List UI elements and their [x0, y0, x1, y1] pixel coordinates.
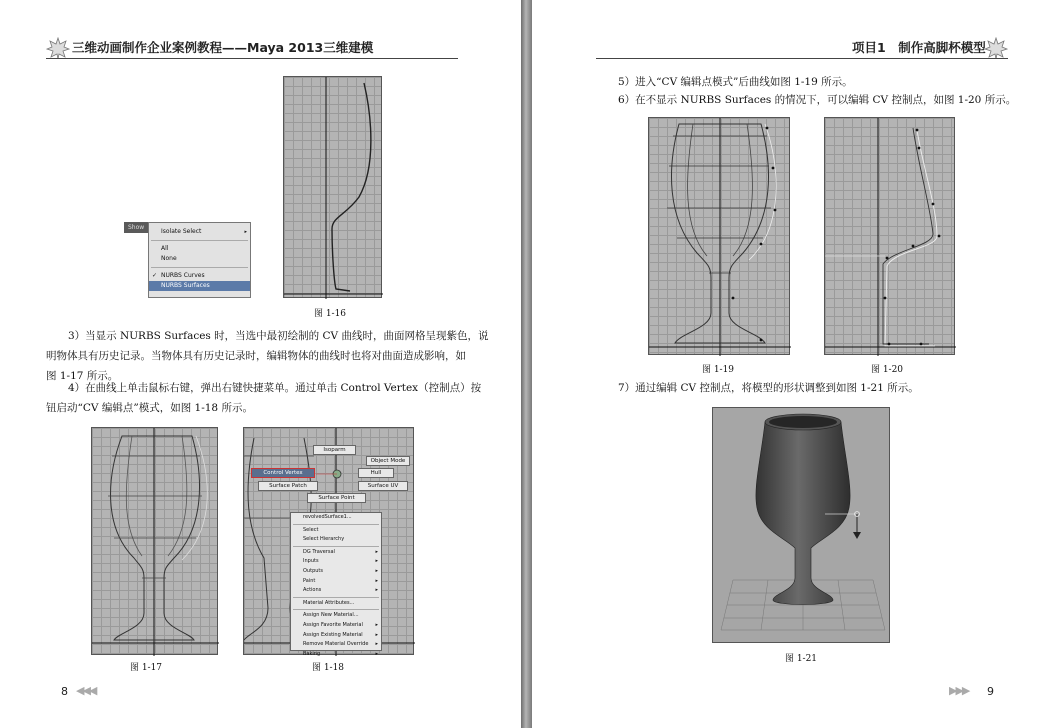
submenu-arrow-icon: ▸ — [375, 577, 378, 584]
submenu-arrow-icon: ▸ — [244, 229, 247, 235]
fig19-viewport[interactable] — [648, 117, 790, 355]
caption-fig16: 图 1-16 — [313, 309, 347, 319]
paragraph-3-line1: 3）当显示 NURBS Surfaces 时，当选中最初绘制的 CV 曲线时，曲面网格呈现紫色，说 — [68, 330, 489, 342]
caption-fig17: 图 1-17 — [129, 663, 163, 673]
context-item-assign-new-material[interactable]: Assign New Material... — [303, 612, 359, 619]
caption-fig21: 图 1-21 — [784, 654, 818, 664]
context-item-dg-traversal[interactable]: DG Traversal ▸ — [291, 548, 381, 558]
header-title: 项目1 制作高脚杯模型 — [852, 40, 986, 55]
left-page — [0, 0, 521, 728]
next-arrows-icon: ▶▶▶ — [949, 684, 969, 697]
show-tab[interactable]: Show — [124, 222, 148, 233]
context-item-material-attributes[interactable]: Material Attributes... — [303, 599, 355, 606]
caption-fig20: 图 1-20 — [870, 365, 904, 375]
fig21-render-viewport[interactable] — [712, 407, 890, 643]
fig16-viewport[interactable] — [283, 76, 382, 298]
paragraph-4-line1: 4）在曲线上单击鼠标右键，弹出右键快捷菜单。通过单击 Control Vertex（控制点）按 — [68, 382, 482, 394]
menu-item-all[interactable]: All — [161, 245, 169, 252]
context-item-actions[interactable]: Actions ▸ — [291, 586, 381, 596]
maple-leaf-icon — [46, 37, 70, 59]
context-item-outputs[interactable]: Outputs ▸ — [291, 567, 381, 577]
isoparm-button[interactable]: Isoparm — [313, 445, 356, 455]
context-item-remove-material-override[interactable]: Remove Material Override ▸ — [291, 640, 381, 650]
surface-uv-button[interactable]: Surface UV — [358, 481, 408, 491]
caption-fig19: 图 1-19 — [701, 365, 735, 375]
submenu-arrow-icon: ▸ — [375, 558, 378, 565]
menu-item-nurbs-curves[interactable]: ✓ NURBS Curves — [152, 272, 205, 279]
submenu-arrow-icon: ▸ — [375, 641, 378, 648]
paragraph-5: 5）进入“CV 编辑点模式”后曲线如图 1-19 所示。 — [618, 76, 853, 88]
surface-point-button[interactable]: Surface Point — [307, 493, 366, 503]
surface-patch-button[interactable]: Surface Patch — [258, 481, 318, 491]
maple-leaf-icon — [984, 37, 1008, 59]
right-page — [532, 0, 1053, 728]
menu-item-none[interactable]: None — [161, 255, 177, 262]
paragraph-3-line3: 图 1-17 所示。 — [46, 370, 119, 382]
context-item-baking[interactable]: Baking ▸ — [291, 650, 381, 660]
page-number: 8 — [61, 685, 68, 698]
paragraph-6: 6）在不显示 NURBS Surfaces 的情况下，可以编辑 CV 控制点，如图 1-20 所示。 — [618, 94, 1017, 106]
context-item-select-hierarchy[interactable]: Select Hierarchy — [303, 536, 345, 543]
submenu-arrow-icon: ▸ — [375, 587, 378, 594]
submenu-arrow-icon: ▸ — [375, 621, 378, 628]
caption-fig18: 图 1-18 — [311, 663, 345, 673]
submenu-arrow-icon: ▸ — [375, 631, 378, 638]
control-vertex-button[interactable]: Control Vertex — [251, 468, 315, 478]
context-item-revolved-surface[interactable]: revolvedSurface1... — [303, 514, 352, 520]
context-item-paint[interactable]: Paint ▸ — [291, 577, 381, 587]
book-gutter — [521, 0, 532, 728]
menu-item-nurbs-surfaces[interactable]: NURBS Surfaces — [149, 281, 250, 291]
context-menu — [290, 512, 382, 657]
header-rule — [596, 58, 1008, 59]
menu-item-isolate-select[interactable]: Isolate Select ▸ — [161, 228, 247, 235]
submenu-arrow-icon: ▸ — [375, 650, 378, 657]
prev-arrows-icon: ◀◀◀ — [76, 684, 96, 697]
check-icon: ✓ — [152, 272, 158, 279]
show-menu — [148, 222, 251, 298]
paragraph-7: 7）通过编辑 CV 控制点，将模型的形状调整到如图 1-21 所示。 — [618, 382, 919, 394]
context-item-assign-existing-material[interactable]: Assign Existing Material ▸ — [291, 631, 381, 641]
header-title: 三维动画制作企业案例教程——Maya 2013三维建模 — [72, 40, 374, 55]
header-rule — [46, 58, 458, 59]
paragraph-3-line2: 明物体具有历史记录。当物体具有历史记录时，编辑物体的曲线时也将对曲面造成影响，如 — [46, 350, 466, 362]
context-item-select[interactable]: Select — [303, 526, 319, 533]
fig20-viewport[interactable] — [824, 117, 955, 355]
context-item-assign-favorite-material[interactable]: Assign Favorite Material ▸ — [291, 621, 381, 631]
object-mode-button[interactable]: Object Mode — [366, 456, 410, 466]
page-number: 9 — [987, 685, 994, 698]
submenu-arrow-icon: ▸ — [375, 548, 378, 555]
context-item-inputs[interactable]: Inputs ▸ — [291, 557, 381, 567]
submenu-arrow-icon: ▸ — [375, 567, 378, 574]
hull-button[interactable]: Hull — [358, 468, 394, 478]
paragraph-4-line2: 钮启动“CV 编辑点”模式，如图 1-18 所示。 — [46, 402, 253, 414]
fig17-viewport[interactable] — [91, 427, 218, 655]
